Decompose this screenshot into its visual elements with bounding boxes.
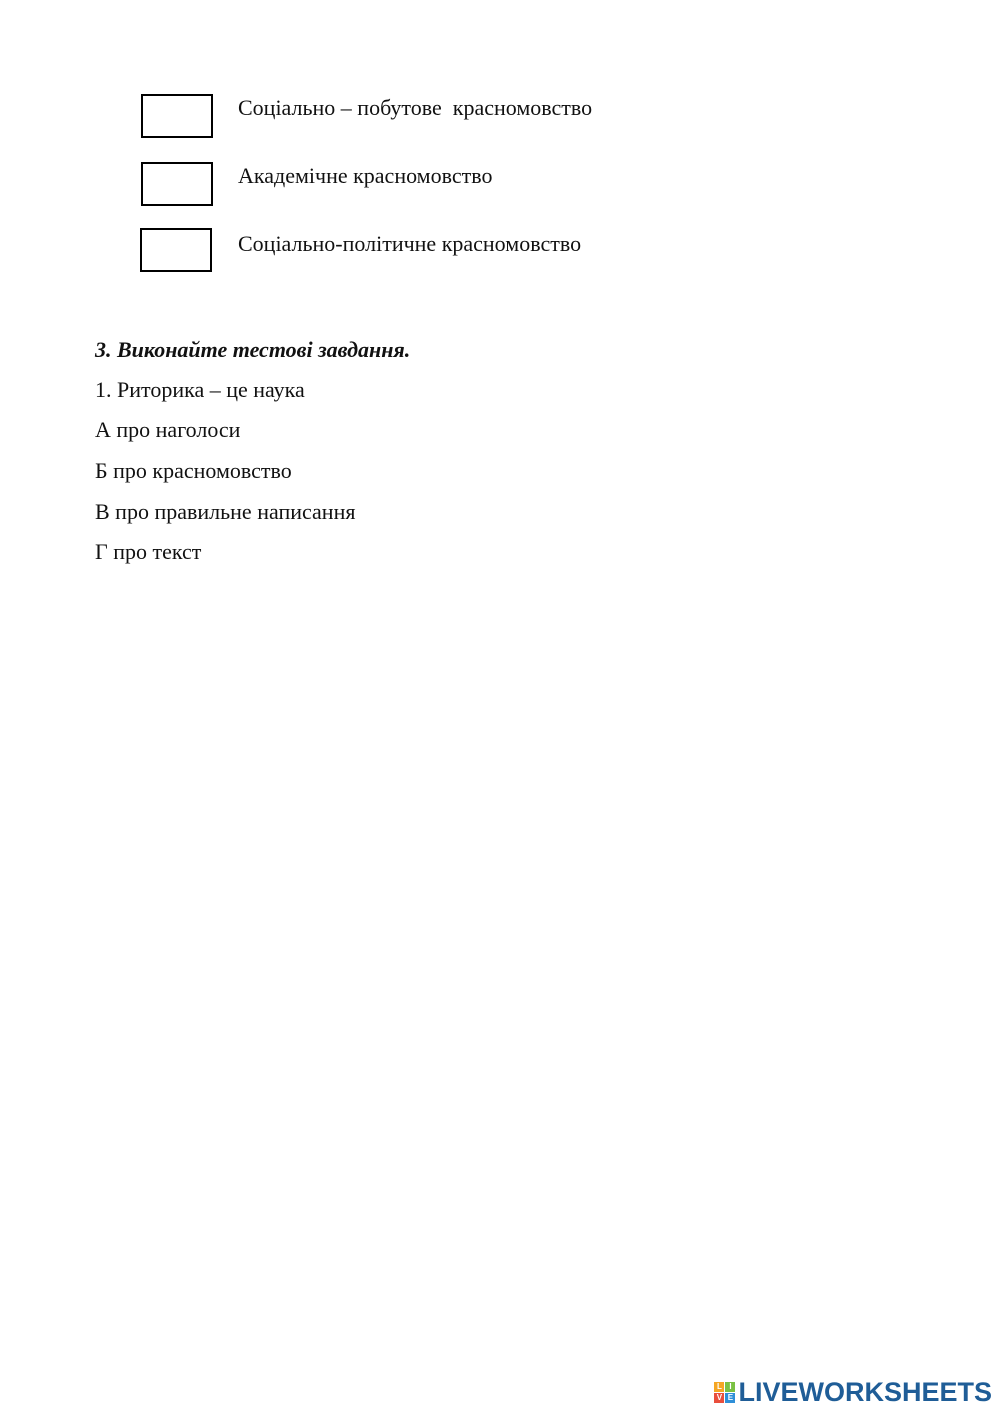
answer-d: Г про текст [95,539,202,564]
logo-tile-i: I [725,1382,735,1392]
answer-box-2[interactable] [141,162,213,206]
logo-tile-v: V [714,1393,724,1403]
logo-tile-e: E [725,1393,735,1403]
option-label-1: Соціально – побутове красномовство [238,95,593,120]
answer-b: Б про красномовство [95,458,292,483]
liveworksheets-logo-icon [714,1382,735,1403]
task-heading: 3. Виконайте тестові завдання. [95,337,411,362]
liveworksheets-wordmark: LIVEWORKSHEETS [738,1377,992,1407]
option-label-2: Академічне красномовство [238,163,493,188]
answer-c: В про правильне написання [95,499,356,524]
question-text: 1. Риторика – це наука [95,377,305,402]
liveworksheets-watermark [714,1377,992,1407]
option-label-3: Соціально-політичне красномовство [238,231,582,256]
answer-box-3[interactable] [140,228,212,272]
answer-box-1[interactable] [141,94,213,138]
logo-tile-l: L [714,1382,724,1392]
answer-a: А про наголоси [95,417,241,442]
